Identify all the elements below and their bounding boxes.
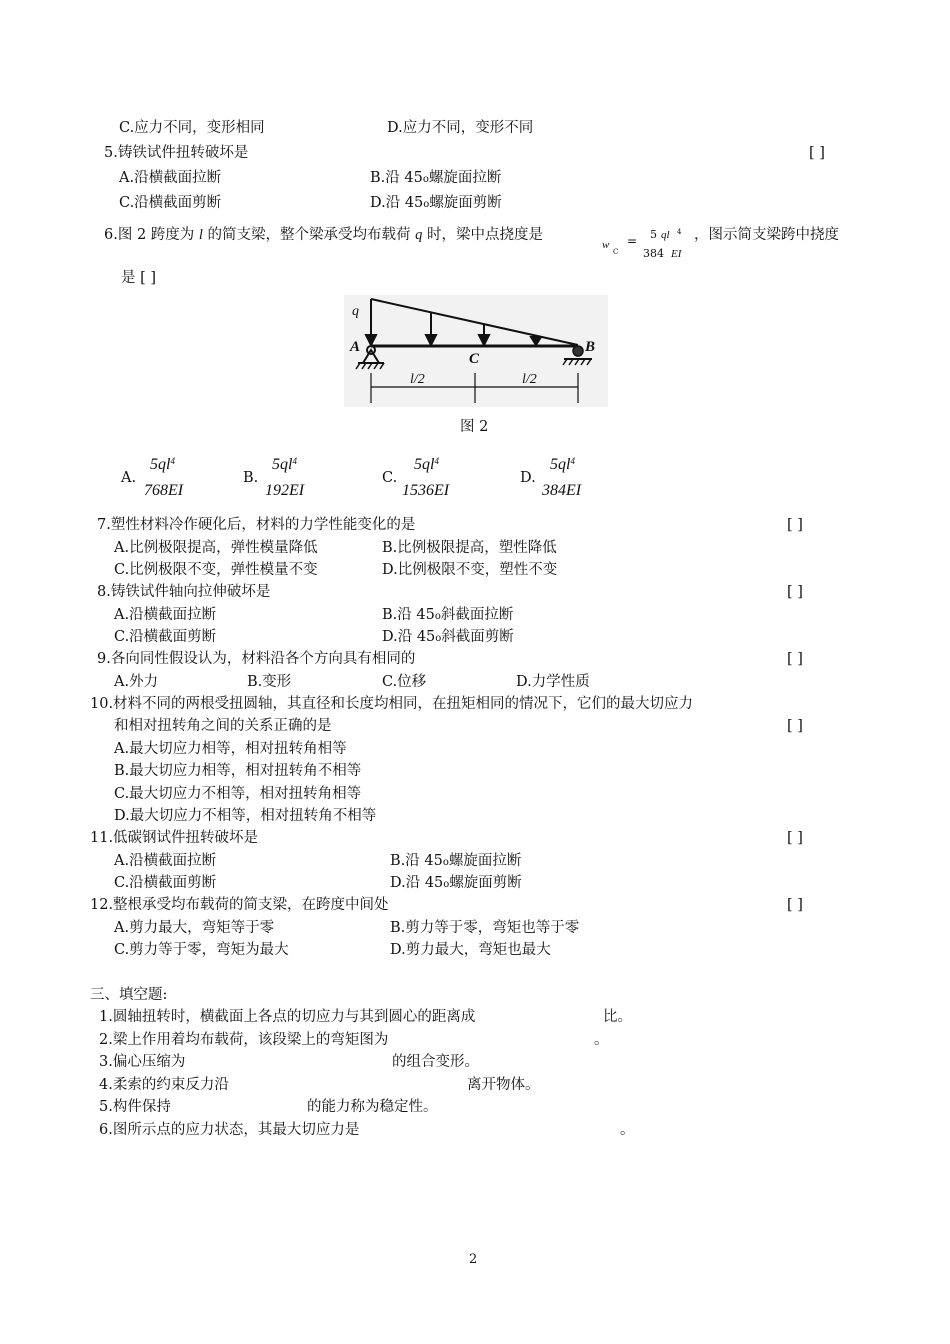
q12-option-b: B.剪力等于零，弯矩也等于零	[390, 920, 580, 936]
blank-item-4-tail: 离开物体。	[467, 1077, 540, 1093]
q5-stem: 5.铸铁试件扭转破坏是	[104, 145, 249, 161]
q12-stem: 12.整根承受均布载荷的简支梁，在跨度中间处	[90, 897, 389, 913]
q11-option-a: A.沿横截面拉断	[114, 853, 217, 869]
blank-item-2-tail: 。	[594, 1032, 609, 1048]
q8-option-b: B.沿 45o斜截面拉断	[382, 607, 514, 623]
q12-option-d: D.剪力最大，弯矩也最大	[390, 942, 551, 958]
blank-item-1: 1.圆轴扭转时，横截面上各点的切应力与其到圆心的距离成	[99, 1009, 476, 1025]
q11-option-d: D.沿 45o螺旋面剪断	[390, 875, 522, 891]
q5-option-c: C.沿横截面剪断	[119, 195, 222, 211]
q8-bracket: [ ]	[787, 584, 803, 600]
figure-caption: 图 2	[460, 419, 489, 435]
fig-label-l1: l/2	[410, 372, 425, 387]
q10-stem-line1: 10.材料不同的两根受扭圆轴，其直径和长度均相同，在扭矩相同的情况下，它们的最大切应力	[90, 696, 694, 712]
q11-bracket: [ ]	[787, 830, 803, 846]
q9-option-c: C.位移	[382, 674, 427, 690]
q11-option-b: B.沿 45o螺旋面拉断	[390, 853, 522, 869]
fig-label-c: C	[469, 351, 480, 367]
q12-option-c: C.剪力等于零，弯矩为最大	[114, 942, 289, 958]
fig-label-q: q	[352, 304, 359, 319]
blank-item-4: 4.柔索的约束反力沿	[99, 1077, 229, 1093]
q5-bracket: [ ]	[809, 145, 825, 161]
q7-bracket: [ ]	[787, 517, 803, 533]
q9-stem: 9.各向同性假设认为，材料沿各个方向具有相同的	[97, 651, 416, 667]
q10-stem-line2: 和相对扭转角之间的关系正确的是	[114, 718, 332, 734]
q12-bracket: [ ]	[787, 897, 803, 913]
blank-item-2: 2.梁上作用着均布载荷，该段梁上的弯矩图为	[99, 1032, 389, 1048]
q6-stem-bracket: 是 [ ]	[121, 270, 157, 286]
q12-option-a: A.剪力最大，弯矩等于零	[114, 920, 275, 936]
blank-item-6: 6.图所示点的应力状态，其最大切应力是	[99, 1122, 360, 1138]
q11-option-c: C.沿横截面剪断	[114, 875, 217, 891]
blank-item-5-tail: 的能力称为稳定性。	[307, 1099, 438, 1115]
q8-option-a: A.沿横截面拉断	[114, 607, 217, 623]
section3-title: 三、填空题:	[90, 987, 168, 1003]
beam-figure	[344, 295, 608, 407]
q7-option-b: B.比例极限提高，塑性降低	[382, 540, 557, 556]
q6-stem-tail: ，图示简支梁跨中挠度	[694, 227, 839, 243]
q5-option-b: B.沿 45o螺旋面拉断	[370, 170, 502, 186]
fig-label-b: B	[585, 339, 596, 355]
q6-stem: 6.图 2 跨度为 l 的简支梁，整个梁承受均布载荷 q 时，梁中点挠度是	[104, 227, 543, 243]
q4-option-d: D.应力不同，变形不同	[387, 120, 534, 136]
q11-stem: 11.低碳钢试件扭转破坏是	[90, 830, 259, 846]
blank-item-1-tail: 比。	[603, 1009, 632, 1025]
blank-item-3-tail: 的组合变形。	[392, 1054, 479, 1070]
q9-option-b: B.变形	[247, 674, 292, 690]
page-number: 2	[469, 1252, 478, 1267]
q10-bracket: [ ]	[787, 718, 803, 734]
q7-option-a: A.比例极限提高，弹性模量降低	[114, 540, 318, 556]
q10-option-d: D.最大切应力不相等，相对扭转角不相等	[114, 808, 377, 824]
blank-item-6-tail: 。	[620, 1122, 635, 1138]
q8-option-c: C.沿横截面剪断	[114, 629, 217, 645]
q7-option-c: C.比例极限不变，弹性模量不变	[114, 562, 318, 578]
q10-option-c: C.最大切应力不相等，相对扭转角相等	[114, 786, 362, 802]
blank-item-5: 5.构件保持	[99, 1099, 171, 1115]
q5-option-a: A.沿横截面拉断	[119, 170, 222, 186]
blank-item-3: 3.偏心压缩为	[99, 1054, 186, 1070]
q8-option-d: D.沿 45o斜截面剪断	[382, 629, 514, 645]
q4-option-c: C.应力不同，变形相同	[119, 120, 265, 136]
q7-stem: 7.塑性材料冷作硬化后，材料的力学性能变化的是	[97, 517, 416, 533]
q9-option-a: A.外力	[114, 674, 159, 690]
q10-option-a: A.最大切应力相等，相对扭转角相等	[114, 741, 347, 757]
q10-option-b: B.最大切应力相等，相对扭转角不相等	[114, 763, 362, 779]
q9-bracket: [ ]	[787, 651, 803, 667]
q7-option-d: D.比例极限不变，塑性不变	[382, 562, 558, 578]
fig-label-l2: l/2	[522, 372, 537, 387]
fig-label-a: A	[350, 339, 361, 355]
q8-stem: 8.铸铁试件轴向拉伸破坏是	[97, 584, 271, 600]
q9-option-d: D.力学性质	[516, 674, 590, 690]
q5-option-d: D.沿 45o螺旋面剪断	[370, 195, 502, 211]
